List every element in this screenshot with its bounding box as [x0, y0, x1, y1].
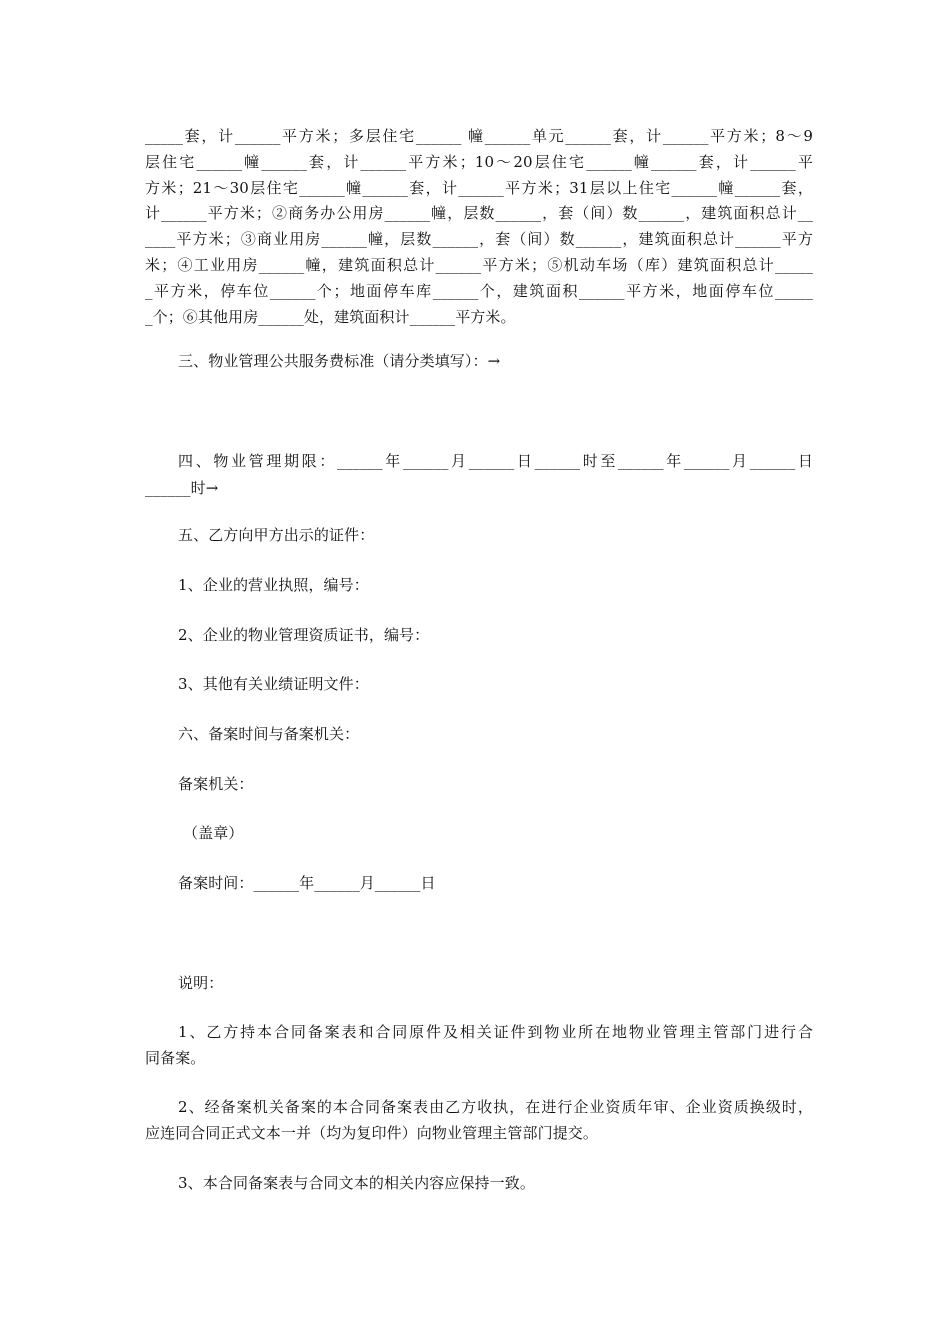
text-line: 1、乙方持本合同备案表和合同原件及相关证件到物业所在地物业管理主管部门进行合 [178, 1023, 813, 1041]
certificate-item: 1、企业的营业执照，编号： [178, 576, 369, 594]
seal-label: （盖章） [183, 824, 244, 842]
certificate-item: 3、其他有关业绩证明文件： [178, 675, 369, 693]
text-line: 2、经备案机关备案的本合同备案表由乙方收执，在进行企业资质年审、企业资质换级时， [178, 1098, 813, 1116]
filing-authority: 备案机关： [178, 775, 254, 793]
text-line: 应连同合同正式文本一并（均为复印件）向物业管理主管部门提交。 [145, 1123, 599, 1142]
text-line: ____平方米；③商业用房______幢，层数______，套（间）数______，建筑面积总计______平方 [145, 230, 813, 249]
section-three-heading: 三、物业管理公共服务费标准（请分类填写）：→ [178, 352, 501, 370]
text-line: 层住宅______幢______套，计______平方米；10～20层住宅______幢______套，计______平 [145, 152, 813, 171]
text-line: _____套，计______平方米；多层住宅______ 幢______单元______套，计______平方米；8～9 [145, 127, 813, 145]
text-line: _个；⑥其他用房______处，建筑面积计______平方米。 [145, 307, 516, 326]
note-item [145, 1020, 813, 1072]
text-line: 方米；21～30层住宅______幢______套，计______平方米；31层以上住宅______幢______套， [145, 178, 813, 197]
note-item [145, 1095, 813, 1147]
section-four-term-continued: ______时→ [145, 479, 219, 497]
text-line: 同备案。 [145, 1048, 206, 1067]
text-line: 计______平方米；②商务办公用房______幢，层数______，套（间）数______，建筑面积总计__ [145, 204, 813, 223]
text-line: _平方米，停车位______个；地面停车库______个，建筑面积______平方米，地面停车位_____ [145, 281, 813, 300]
section-four-term [145, 449, 813, 475]
section-six-heading: 六、备案时间与备案机关： [178, 725, 360, 743]
note-item: 3、本合同备案表与合同文本的相关内容应保持一致。 [178, 1174, 535, 1192]
notes-heading: 说明： [178, 974, 224, 992]
building-area-paragraph [145, 124, 813, 330]
text-line: 四、物业管理期限：______年______月______日______时至______年______月______日 [178, 452, 813, 470]
certificate-item: 2、企业的物业管理资质证书，编号： [178, 626, 430, 644]
section-five-heading: 五、乙方向甲方出示的证件： [178, 526, 375, 544]
filing-date: 备案时间：______年______月______日 [178, 874, 436, 892]
text-line: 米；④工业用房______幢，建筑面积总计______平方米；⑤机动车场（库）建筑面积总计_____ [145, 255, 813, 274]
